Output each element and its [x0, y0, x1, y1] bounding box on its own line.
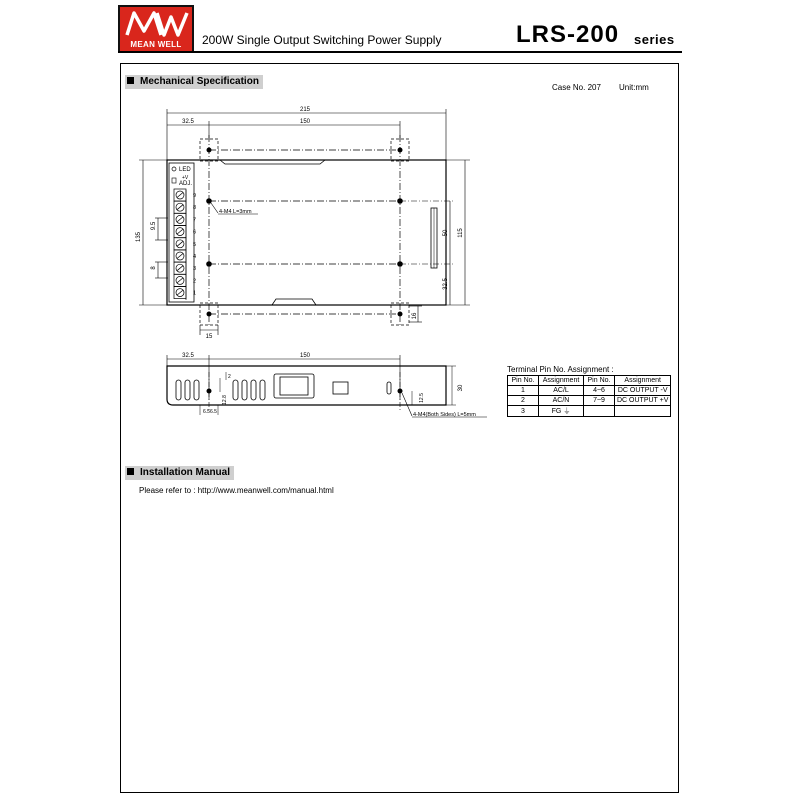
table-cell: FG ⏚ [539, 406, 584, 417]
terminal-screw-slot [177, 290, 183, 295]
dim-side-span: 150 [299, 353, 311, 359]
dim-side-hole-h: 12.5 [419, 393, 425, 403]
table-header-cell: Pin No. [584, 376, 615, 386]
terminal-number: 2 [193, 278, 197, 285]
dim-height: 135 [136, 231, 142, 243]
terminal-screw-slot [177, 229, 183, 234]
adj-label: ADJ. [179, 181, 193, 187]
table-cell [615, 406, 671, 417]
dim-side-height: 30 [458, 384, 464, 392]
terminal-number: 9 [193, 193, 197, 199]
table-header-row [508, 376, 671, 386]
installation-section-title: Installation Manual [125, 466, 234, 480]
table-row [508, 406, 671, 417]
pin-assignment-table [507, 375, 671, 417]
terminal-screw-slot [177, 278, 183, 283]
table-header-cell: Assignment [615, 376, 671, 386]
table-header-cell: Assignment [539, 376, 584, 386]
terminal-screw-slot [177, 254, 183, 259]
screw-label-side: 4-M4(Both Sides) L=5mm [413, 412, 476, 418]
case-number: Case No. 207 [552, 83, 601, 92]
doc-subtitle: 200W Single Output Switching Power Supply [202, 33, 442, 47]
table-cell: 7~9 [584, 396, 615, 406]
mount-hole [207, 148, 212, 153]
table-cell: 2 [508, 396, 539, 406]
dim-side-small-b: 6.5 [210, 409, 217, 415]
table-cell: DC OUTPUT +V [615, 396, 671, 406]
mount-hole [398, 148, 403, 153]
table-row [508, 386, 671, 396]
table-cell: 1 [508, 386, 539, 396]
terminal-number: 6 [193, 229, 197, 236]
terminal-screw-slot [177, 193, 183, 198]
table-cell: AC/L [539, 386, 584, 396]
mount-hole [206, 198, 212, 204]
dim-left-small: 8 [151, 266, 157, 270]
table-row [508, 396, 671, 406]
led-label: LED [179, 167, 191, 173]
terminal-screw-slot [177, 205, 183, 210]
terminal-number: 5 [193, 241, 197, 248]
adj-pot [172, 178, 176, 183]
table-cell: DC OUTPUT -V [615, 386, 671, 396]
terminal-number: 4 [193, 254, 197, 260]
table-header-cell: Pin No. [508, 376, 539, 386]
terminal-screw-slot [177, 241, 183, 246]
dim-hole-span: 150 [299, 119, 311, 125]
model-name: LRS-200 [516, 21, 620, 48]
dim-right-bottom: 32.5 [443, 278, 449, 290]
dim-side-small-c: 12.8 [222, 395, 228, 405]
unit-label: Unit:mm [619, 83, 649, 92]
dim-right-height: 115 [458, 228, 464, 238]
table-cell [584, 406, 615, 417]
pin-table-title: Terminal Pin No. Assignment : [507, 365, 614, 374]
mount-hole [397, 261, 403, 267]
terminal-number: 8 [193, 205, 197, 212]
led-indicator [172, 167, 176, 171]
dim-bottom-hole: 15 [205, 334, 213, 340]
dim-side-small-a: 6.5 [203, 409, 210, 415]
installation-manual-link[interactable]: Please refer to : http://www.meanwell.com/manual.html [139, 486, 334, 495]
dim-left-offset: 32.5 [182, 119, 194, 125]
series-label: series [634, 32, 675, 47]
dim-side-offset: 32.5 [182, 353, 194, 359]
dim-left-pitch: 9.5 [151, 221, 157, 231]
table-cell: 4~6 [584, 386, 615, 396]
dim-overall-width: 215 [299, 107, 311, 113]
table-cell: 3 [508, 406, 539, 417]
terminal-number: 3 [193, 266, 197, 273]
adj-plus-label: +V [182, 175, 189, 181]
dim-right-mid: 50 [443, 229, 449, 237]
terminal-number: 1 [193, 290, 197, 297]
table-cell: AC/N [539, 396, 584, 406]
screw-label-top: 4-M4 L=3mm [219, 209, 252, 215]
mount-hole [207, 312, 212, 317]
mechanical-section-title: Mechanical Specification [125, 75, 263, 89]
mount-hole [397, 198, 403, 204]
mount-hole [206, 261, 212, 267]
dim-side-small-d: 2 [228, 374, 231, 380]
dim-right-hole: 16 [412, 312, 418, 320]
terminal-screw-slot [177, 266, 183, 271]
terminal-number: 7 [193, 217, 197, 224]
logo-text: MEAN WELL [130, 40, 182, 49]
mount-hole [398, 312, 403, 317]
bullet-square-icon [127, 468, 134, 475]
terminal-screw-slot [177, 217, 183, 222]
